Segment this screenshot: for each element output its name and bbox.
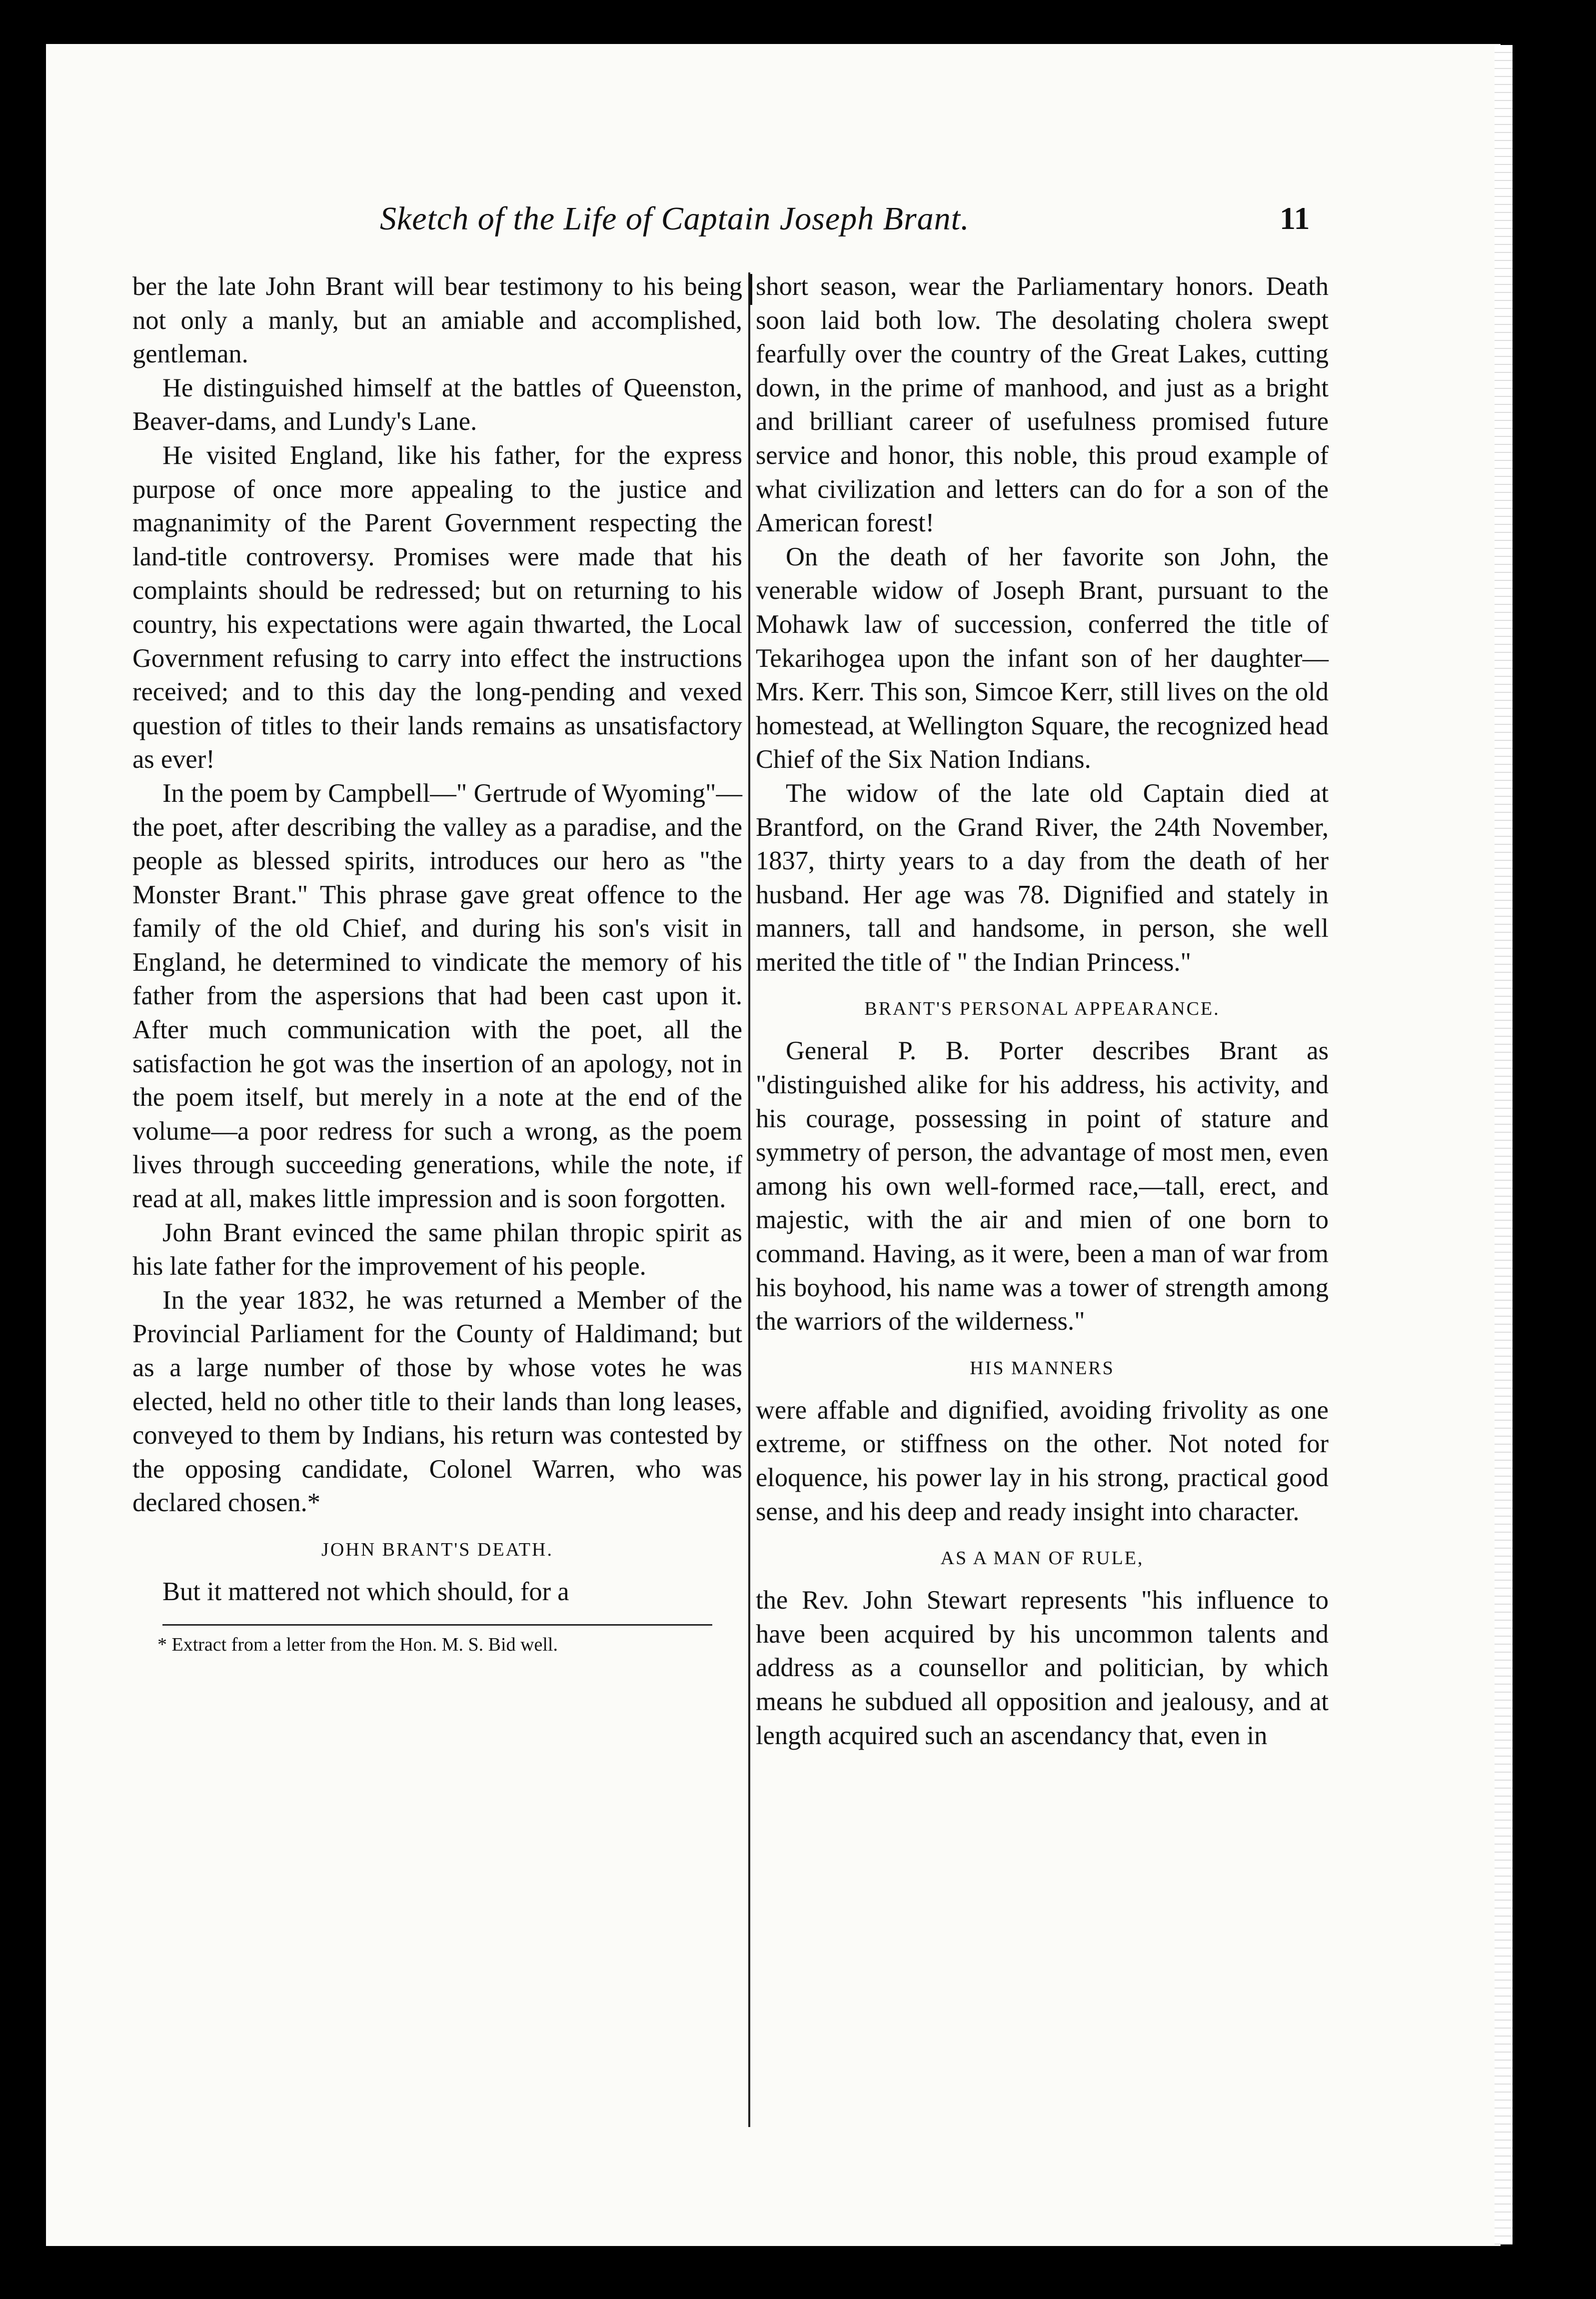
section-heading: HIS MANNERS <box>970 1357 1115 1379</box>
column-divider <box>748 272 750 2127</box>
column-divider-mark <box>749 274 752 305</box>
paragraph: The widow of the late old Captain died at Brantford, on the Grand River, the 24th November, 1837, thirty years to a day from the death of her husband. Her age was 78. Dignified and stately in manners, tall and handsome, in person, she well merited the title of " the Indian Princess." <box>756 778 1329 977</box>
left-column <box>132 270 742 1657</box>
paragraph: In the poem by Campbell—" Gertrude of Wyoming"— the poet, after describing the valley as a paradise, and the people as blessed spirits, introduces our hero as "the Monster Brant." This phrase gave great offence to the family of the old Chief, and during his son's visit in England, he determined to vindicate the memory of his father from the aspersions that had been cast upon it. After much communication with the poet, all the satisfaction he got was the insertion of an apology, not in the poem itself, but merely in a note at the end of the volume—a poor redress for such a wrong, as the poem lives through succeeding generations, while the note, if read at all, makes little impression and is soon forgotten. <box>132 778 742 1214</box>
paragraph: the Rev. John Stewart represents "his influence to have been acquired by his uncommon talents and address as a counsellor and politician, by which means he subdued all opposition and jealousy, and at length acquired such an ascendancy that, even in <box>756 1586 1329 1750</box>
section-heading: BRANT'S PERSONAL APPEARANCE. <box>864 998 1220 1020</box>
paragraph: John Brant evinced the same philan thropic spirit as his late father for the improvement of his people. <box>132 1218 742 1281</box>
paragraph: were affable and dignified, avoiding frivolity as one extreme, or stiffness on the other. Not noted for eloquence, his power lay in his strong, practical good sense, and his deep and ready insight into character. <box>756 1395 1329 1526</box>
paragraph: But it mattered not which should, for a <box>162 1577 569 1606</box>
paragraph: short season, wear the Parliamentary honors. Death soon laid both low. The desolating cholera swept fearfully over the country of the Great Lakes, cutting down, in the prime of manhood, and just as a bright and brilliant career of usefulness promised future service and honor, this noble, this proud example of what civilization and letters can do for a son of the American forest! <box>756 272 1329 538</box>
paragraph: On the death of her favorite son John, the venerable widow of Joseph Brant, pursuant to the Mohawk law of succession, conferred the title of Tekarihogea upon the infant son of her daughter—Mrs. Kerr. This son, Simcoe Kerr, still lives on the old homestead, at Wellington Square, the recognized head Chief of the Six Nation Indians. <box>756 542 1329 774</box>
paragraph: ber the late John Brant will bear testimony to his being not only a manly, but an amiable and accomplished, gentleman. <box>132 272 742 369</box>
paragraph: He distinguished himself at the battles of Queenston, Beaver-dams, and Lundy's Lane. <box>132 373 742 436</box>
running-head <box>0 200 1596 240</box>
section-heading: JOHN BRANT'S DEATH. <box>321 1539 553 1560</box>
paragraph: He visited England, like his father, for the express purpose of once more appealing to the justice and magnanimity of the Parent Government respecting the land-title controversy. Promises were made that his complaints should be redressed; but on returning to his country, his expectations were again thwarted, the Local Government refusing to carry into effect the instructions received; and to this day the long-pending and vexed question of titles to their lands remains as unsatisfactory as ever! <box>132 440 742 774</box>
footnote-rule <box>162 1624 712 1626</box>
page-edge <box>1495 45 1513 2245</box>
right-column <box>756 270 1329 1753</box>
paragraph: General P. B. Porter describes Brant as "distinguished alike for his address, his activity, and his courage, possessing in point of stature and symmetry of person, the advantage of most men, even among his own well-formed race,—tall, erect, and majestic, with the air and mien of one born to command. Having, as it were, been a man of war from his boyhood, his name was a tower of strength among the warriors of the wilderness." <box>756 1036 1329 1336</box>
footnote: * Extract from a letter from the Hon. M. S. Bid well. <box>157 1634 558 1655</box>
running-title: Sketch of the Life of Captain Joseph Brant. <box>380 200 970 237</box>
section-heading: AS A MAN OF RULE, <box>940 1548 1144 1569</box>
paragraph: In the year 1832, he was returned a Member of the Provincial Parliament for the County of Haldimand; but as a large number of those by whose votes he was elected, held no other title to their lands than long leases, conveyed to them by Indians, his return was contested by the opposing candidate, Colonel Warren, who was declared chosen.* <box>132 1285 742 1518</box>
page-number: 11 <box>1280 200 1310 236</box>
